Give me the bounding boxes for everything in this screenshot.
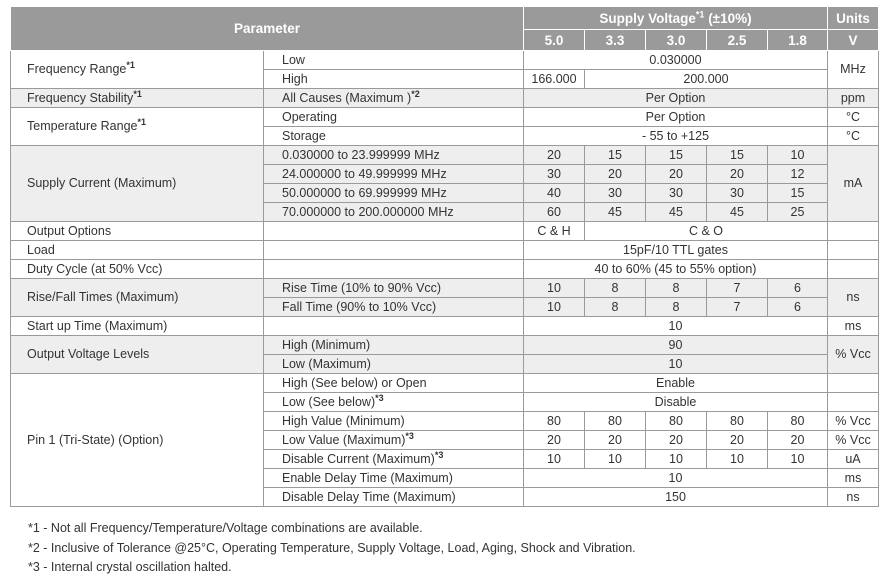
- cond-high-minimum: High (Minimum): [264, 336, 524, 355]
- fall-value: 6: [768, 298, 828, 317]
- cond-low-value: Low Value (Maximum)$^{*3}$: [264, 431, 524, 450]
- stability-value: Per Option: [524, 89, 828, 108]
- pin1-high-value: 80: [646, 412, 707, 431]
- current-value: 30: [524, 165, 585, 184]
- freq-high-value: 200.000: [585, 70, 828, 89]
- footnote-ref: *3: [434, 449, 444, 460]
- cond-operating: Operating: [264, 108, 524, 127]
- output-options-5v0: C & H: [524, 222, 585, 241]
- pin1-disable-current-unit: uA: [828, 450, 879, 469]
- units-header: Units: [828, 7, 879, 30]
- cond-high: High: [264, 70, 524, 89]
- freq-high-5v0: 166.000: [524, 70, 585, 89]
- footnote-ref: *1: [137, 116, 146, 127]
- current-value: 15: [768, 184, 828, 203]
- voltage-3v0: 3.0: [646, 30, 707, 51]
- unit-empty: [828, 393, 879, 412]
- footnote-ref: *3: [375, 392, 384, 403]
- output-voltage-unit: % Vcc: [828, 336, 879, 374]
- temp-storage-unit: °C: [828, 127, 879, 146]
- rise-value: 7: [707, 279, 768, 298]
- param-duty-cycle: Duty Cycle (at 50% Vcc): [11, 260, 264, 279]
- current-value: 12: [768, 165, 828, 184]
- pin1-disable-delay-value: 150: [524, 488, 828, 507]
- spec-table-container: [10, 6, 879, 507]
- stability-unit: ppm: [828, 89, 879, 108]
- pin1-disable-current: 10: [646, 450, 707, 469]
- footnotes: [28, 519, 636, 578]
- pin1-disable-value: Disable: [524, 393, 828, 412]
- cond-fall-time: Fall Time (90% to 10% Vcc): [264, 298, 524, 317]
- table-row: [11, 241, 879, 260]
- current-value: 40: [524, 184, 585, 203]
- footnote-ref: *3: [405, 430, 414, 441]
- table-row: [11, 108, 879, 127]
- unit-empty: [828, 241, 879, 260]
- fall-value: 7: [707, 298, 768, 317]
- param-frequency-range: Frequency Range$^{*1}$: [11, 51, 264, 89]
- current-value: 45: [707, 203, 768, 222]
- voltage-3v3: 3.3: [585, 30, 646, 51]
- startup-unit: ms: [828, 317, 879, 336]
- cond-low: Low: [264, 51, 524, 70]
- rise-fall-unit: ns: [828, 279, 879, 317]
- pin1-disable-current: 10: [585, 450, 646, 469]
- table-row: [11, 336, 879, 355]
- supply-voltage-header: Supply Voltage$^{*1}$ (±10%): [524, 7, 828, 30]
- param-supply-current: Supply Current (Maximum): [11, 146, 264, 222]
- pin1-high-value: 80: [768, 412, 828, 431]
- cond-disable-delay: Disable Delay Time (Maximum): [264, 488, 524, 507]
- current-value: 45: [585, 203, 646, 222]
- cond-freq-range: 50.000000 to 69.999999 MHz: [264, 184, 524, 203]
- footnote-ref: *1: [695, 9, 705, 19]
- pin1-low-value: 20: [768, 431, 828, 450]
- param-output-voltage-levels: Output Voltage Levels: [11, 336, 264, 374]
- cond-empty: [264, 260, 524, 279]
- footnote: *2 - Inclusive of Tolerance @25°C, Operating Temperature, Supply Voltage, Load, Aging, Shock and Vibration.: [28, 540, 636, 555]
- footnote-ref: *1: [126, 59, 135, 70]
- pin1-high-unit: % Vcc: [828, 412, 879, 431]
- output-voltage-low-value: 10: [524, 355, 828, 374]
- table-row: [11, 222, 879, 241]
- cond-empty: [264, 222, 524, 241]
- output-options-value: C & O: [585, 222, 828, 241]
- cond-low-maximum: Low (Maximum): [264, 355, 524, 374]
- startup-value: 10: [524, 317, 828, 336]
- param-output-options: Output Options: [11, 222, 264, 241]
- current-value: 15: [585, 146, 646, 165]
- cond-empty: [264, 317, 524, 336]
- param-pin1-tristate: Pin 1 (Tri-State) (Option): [11, 374, 264, 507]
- voltage-2v5: 2.5: [707, 30, 768, 51]
- table-row: [11, 260, 879, 279]
- pin1-enable-value: Enable: [524, 374, 828, 393]
- table-row: [11, 51, 879, 70]
- current-value: 30: [585, 184, 646, 203]
- current-value: 30: [707, 184, 768, 203]
- pin1-low-unit: % Vcc: [828, 431, 879, 450]
- current-value: 10: [768, 146, 828, 165]
- cond-rise-time: Rise Time (10% to 90% Vcc): [264, 279, 524, 298]
- voltage-1v8: 1.8: [768, 30, 828, 51]
- cond-freq-range: 70.000000 to 200.000000 MHz: [264, 203, 524, 222]
- current-value: 20: [524, 146, 585, 165]
- footnote: *1 - Not all Frequency/Temperature/Voltage combinations are available.: [28, 521, 423, 535]
- unit-empty: [828, 374, 879, 393]
- cond-enable-delay: Enable Delay Time (Maximum): [264, 469, 524, 488]
- voltage-5v0: 5.0: [524, 30, 585, 51]
- freq-low-value: 0.030000: [524, 51, 828, 70]
- pin1-disable-current: 10: [707, 450, 768, 469]
- pin1-high-value: 80: [524, 412, 585, 431]
- param-frequency-stability: Frequency Stability$^{*1}$: [11, 89, 264, 108]
- current-value: 15: [707, 146, 768, 165]
- cond-all-causes: All Causes (Maximum )$^{*2}$: [264, 89, 524, 108]
- table-row: [11, 374, 879, 393]
- footnote-ref: *1: [133, 88, 142, 99]
- unit-empty: [828, 260, 879, 279]
- cond-storage: Storage: [264, 127, 524, 146]
- current-value: 15: [646, 146, 707, 165]
- unit-empty: [828, 222, 879, 241]
- table-row: [11, 317, 879, 336]
- temp-storage-value: - 55 to +125: [524, 127, 828, 146]
- load-value: 15pF/10 TTL gates: [524, 241, 828, 260]
- pin1-low-value: 20: [585, 431, 646, 450]
- param-temperature-range: Temperature Range$^{*1}$: [11, 108, 264, 146]
- current-value: 30: [646, 184, 707, 203]
- fall-value: 8: [646, 298, 707, 317]
- output-voltage-high-value: 90: [524, 336, 828, 355]
- param-load: Load: [11, 241, 264, 260]
- current-unit: mA: [828, 146, 879, 222]
- current-value: 60: [524, 203, 585, 222]
- pin1-enable-delay-unit: ms: [828, 469, 879, 488]
- param-startup-time: Start up Time (Maximum): [11, 317, 264, 336]
- pin1-high-value: 80: [585, 412, 646, 431]
- freq-unit: MHz: [828, 51, 879, 89]
- temp-operating-unit: °C: [828, 108, 879, 127]
- spec-table: [10, 6, 879, 507]
- cond-low-see-below: Low (See below)$^{*3}$: [264, 393, 524, 412]
- table-row: [11, 146, 879, 165]
- duty-cycle-value: 40 to 60% (45 to 55% option): [524, 260, 828, 279]
- temp-operating-value: Per Option: [524, 108, 828, 127]
- current-value: 45: [646, 203, 707, 222]
- pin1-disable-delay-unit: ns: [828, 488, 879, 507]
- cond-high-value: High Value (Minimum): [264, 412, 524, 431]
- parameter-header: Parameter: [11, 7, 524, 51]
- table-row: [11, 279, 879, 298]
- header-row-1: [11, 7, 879, 30]
- pin1-low-value: 20: [646, 431, 707, 450]
- pin1-disable-current: 10: [524, 450, 585, 469]
- current-value: 20: [646, 165, 707, 184]
- current-value: 20: [707, 165, 768, 184]
- pin1-enable-delay-value: 10: [524, 469, 828, 488]
- footnote: *3 - Internal crystal oscillation halted.: [28, 560, 232, 574]
- pin1-low-value: 20: [707, 431, 768, 450]
- current-value: 20: [585, 165, 646, 184]
- footnote-ref: *2: [411, 88, 420, 99]
- pin1-disable-current: 10: [768, 450, 828, 469]
- cond-high-or-open: High (See below) or Open: [264, 374, 524, 393]
- param-rise-fall-times: Rise/Fall Times (Maximum): [11, 279, 264, 317]
- cond-freq-range: 0.030000 to 23.999999 MHz: [264, 146, 524, 165]
- rise-value: 8: [585, 279, 646, 298]
- fall-value: 10: [524, 298, 585, 317]
- rise-value: 10: [524, 279, 585, 298]
- cond-disable-current: Disable Current (Maximum)$^{*3}$: [264, 450, 524, 469]
- cond-empty: [264, 241, 524, 260]
- table-row: [11, 89, 879, 108]
- rise-value: 8: [646, 279, 707, 298]
- current-value: 25: [768, 203, 828, 222]
- pin1-high-value: 80: [707, 412, 768, 431]
- units-volts: V: [828, 30, 879, 51]
- rise-value: 6: [768, 279, 828, 298]
- pin1-low-value: 20: [524, 431, 585, 450]
- fall-value: 8: [585, 298, 646, 317]
- cond-freq-range: 24.000000 to 49.999999 MHz: [264, 165, 524, 184]
